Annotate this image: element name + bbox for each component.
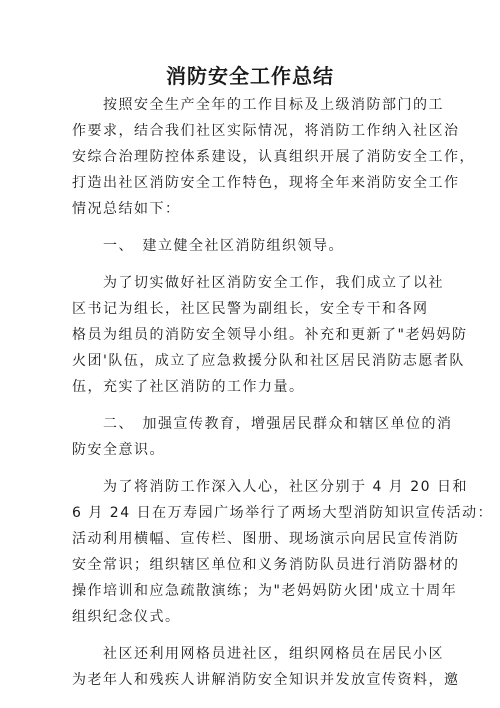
- text-line: 区书记为组长，社区民警为副组长，安全专干和各网: [72, 301, 429, 317]
- paragraph: [72, 233, 432, 259]
- paragraph: [72, 641, 460, 693]
- paragraph: [72, 92, 475, 222]
- document-title: 消防安全工作总结: [166, 64, 334, 88]
- text-line: 伍，充实了社区消防的工作力量。: [72, 379, 305, 395]
- text-line: 二、 加强宣传教育，增强居民群众和辖区单位的消: [72, 416, 453, 432]
- text-line: 为了切实做好社区消防安全工作，我们成立了以社: [72, 275, 444, 291]
- text-line: 组织纪念仪式。: [72, 609, 181, 625]
- text-line: 安综合治理防控体系建设，认真组织开展了消防安全工作，: [72, 149, 475, 165]
- paragraph: [72, 270, 468, 400]
- text-line: 一、 建立健全社区消防组织领导。: [72, 238, 344, 254]
- text-line: 按照安全生产全年的工作目标及上级消防部门的工: [72, 97, 444, 113]
- text-line: 作要求，结合我们社区实际情况，将消防工作纳入社区治: [72, 123, 460, 139]
- text-line: 活动利用横幅、宣传栏、图册、现场演示向居民宣传消防: [72, 531, 460, 547]
- text-line: 防安全意识。: [72, 442, 165, 458]
- text-line: 火团'队伍，成立了应急救援分队和社区居民消防志愿者队: [72, 353, 465, 369]
- text-line: 为了将消防工作深入人心，社区分别于 4 月 20 日和: [72, 479, 469, 495]
- text-line: 6 月 24 日在万寿园广场举行了两场大型消防知识宣传活动：: [72, 505, 494, 521]
- paragraph: [72, 474, 494, 630]
- text-line: 打造出社区消防安全工作特色，现将全年来消防安全工作: [72, 175, 460, 191]
- text-line: 操作培训和应急疏散演练；为"老妈妈防火团'成立十周年: [72, 583, 458, 599]
- text-line: 社区还利用网格员进社区，组织网格员在居民小区: [72, 646, 444, 662]
- document-body: [72, 92, 494, 704]
- text-line: 情况总结如下：: [72, 201, 181, 217]
- text-line: 安全常识；组织辖区单位和义务消防队员进行消防器材的: [72, 557, 460, 573]
- text-line: 格员为组员的消防安全领导小组。补充和更新了"老妈妈防: [72, 327, 468, 343]
- text-line: 为老年人和残疾人讲解消防安全知识并发放宣传资料，邀: [72, 672, 460, 688]
- paragraph: [72, 411, 453, 463]
